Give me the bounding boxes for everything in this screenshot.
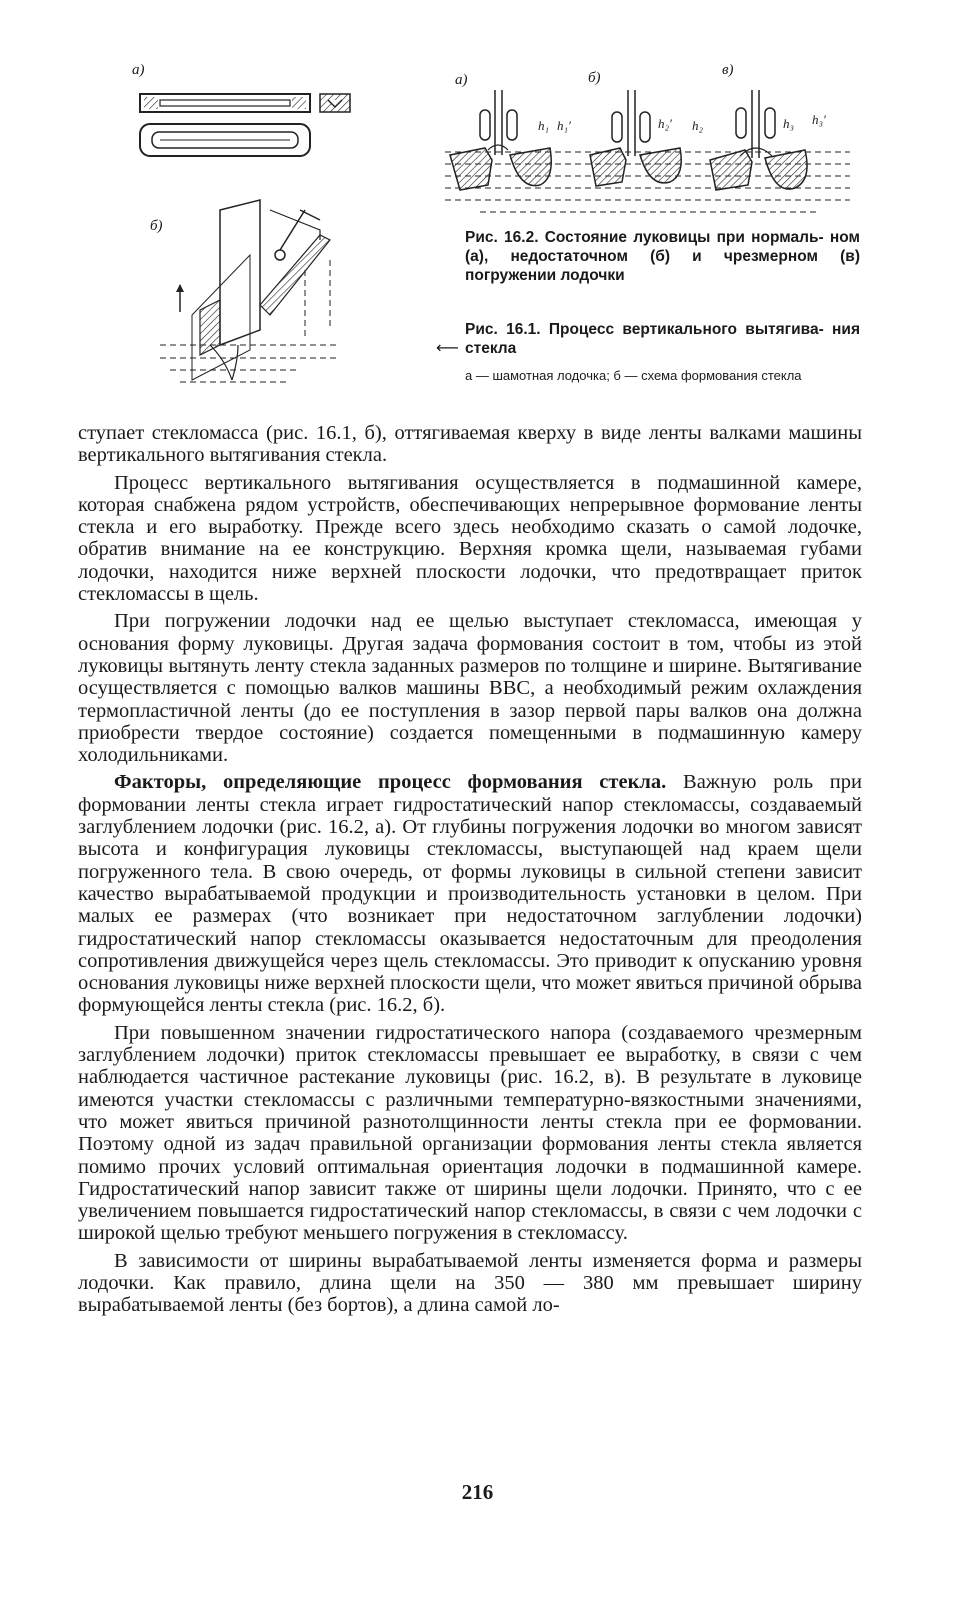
figure-16-2-caption: Рис. 16.2. Состояние луковицы при нормаль- ном (а), недостаточном (б) и чрезмерном (в) погружении лодочки <box>465 229 860 284</box>
paragraph-4 <box>78 771 862 1016</box>
paragraph-1: ступает стекломасса (рис. 16.1, б), оттягиваемая кверху в виде ленты валками машины вертикального вытягивания стекла. <box>78 422 862 467</box>
figure-16-2-h2-prime: h₂′ <box>658 116 672 131</box>
paragraph-6: В зависимости от ширины вырабатываемой ленты изменяется форма и размеры лодочки. Как правило, длина щели на 350 — 380 мм превышает ширину вырабатываемой ленты (без бортов), а длина самой ло- <box>78 1249 862 1317</box>
paragraph-5: При повышенном значении гидростатического напора (создаваемого чрезмерным заглублением лодочки) приток стекломассы превышает ее выработку, в связи с чем наблюдается частичное растекание луковицы (рис. 16.2, в). В результате в луковице имеются участки стекломассы с различными температурно-вязкостными значениями, что может явиться причиной разнотолщинности ленты стекла при ее формовании. Поэтому одной из задач правильной организации формования ленты стекла является помимо прочих условий оптимальная ориентация лодочки в подмашинной камере. Гидростатический напор зависит также от ширины щели лодочки. Принято, что с ее увеличением повышается гидростатический напор стекломассы, в связи с чем лодочки с широкой щелью требуют меньшего погружения в стекломассу. <box>78 1021 862 1245</box>
figure-16-2-h1-prime: h₁′ <box>557 118 571 133</box>
figure-16-1-label-a: а) <box>132 62 145 78</box>
figure-16-1 <box>120 60 380 400</box>
figure-16-2-label-b: б) <box>588 70 601 86</box>
paragraph-4-text: Важную роль при формовании ленты стекла играет гидростатический напор стекломассы, создаваемый заглублением лодочки (рис. 16.2, а). От глубины погружения лодочки во многом зависят высота и конфигурация луковицы стекломассы, выступающей над краем щели погруженного тела. В свою очередь, от формы луковицы в сильной степени зависит качество вырабатываемой продукции и производительность установки в целом. При малых ее размерах (что возникает при недостаточном заглублении лодочки) гидростатический напор стекломассы оказывается недостаточным для преодоления сопротивления движущейся через щель стекломассы. Это приводит к опусканию уровня основания луковицы ниже верхней плоскости щели, что может явиться причиной обрыва формующейся ленты стекла (рис. 16.2, б). <box>78 771 862 1017</box>
figure-16-2-h2: h₂ <box>692 118 704 133</box>
figure-16-1-label-b: б) <box>150 218 163 234</box>
figure-16-2 <box>440 60 860 225</box>
section-heading: Факторы, определяющие процесс формования стекла. <box>114 771 667 794</box>
arrow-left-icon: ⟵ <box>436 340 459 357</box>
figure-16-2-h3: h₃ <box>783 116 795 131</box>
figure-16-1-caption-legend: а — шамотная лодочка; б — схема формования стекла <box>465 368 802 383</box>
paragraph-3: При погружении лодочки над ее щелью выступает стекломасса, имеющая у основания форму луковицы. Другая задача формования состоит в том, чтобы из этой луковицы вытянуть ленту стекла заданных размеров по толщине и ширине. Вытягивание осуществляется с помощью валков машины ВВС, а необходимый режим охлаждения термопластичной ленты (до ее поступления в зазор первой пары валков она должна приобрести твердое состояние) создается помещенными в подмашинную камеру холодильниками. <box>78 610 862 767</box>
body-text <box>78 422 862 1322</box>
paragraph-2: Процесс вертикального вытягивания осуществляется в подмашинной камере, которая снабжена рядом устройств, обеспечивающих непрерывное формование ленты стекла и его выработку. Прежде всего здесь необходимо сказать о самой лодочке, обратив внимание на ее конструкцию. Верхняя кромка щели, называемая губами лодочки, находится ниже верхней плоскости лодочки, что предотвращает приток стекломассы в щель. <box>78 471 862 606</box>
page-number: 216 <box>461 1480 494 1504</box>
figure-16-2-label-v: в) <box>722 62 734 78</box>
figure-16-2-h1: h₁ <box>538 118 550 133</box>
figure-16-1-caption-title: Рис. 16.1. Процесс вертикального вытягива- ния стекла <box>465 321 860 357</box>
figure-16-2-label-a: а) <box>455 72 468 88</box>
figure-16-2-drawing <box>440 60 860 225</box>
figure-16-2-h3-prime: h₃′ <box>812 112 826 127</box>
